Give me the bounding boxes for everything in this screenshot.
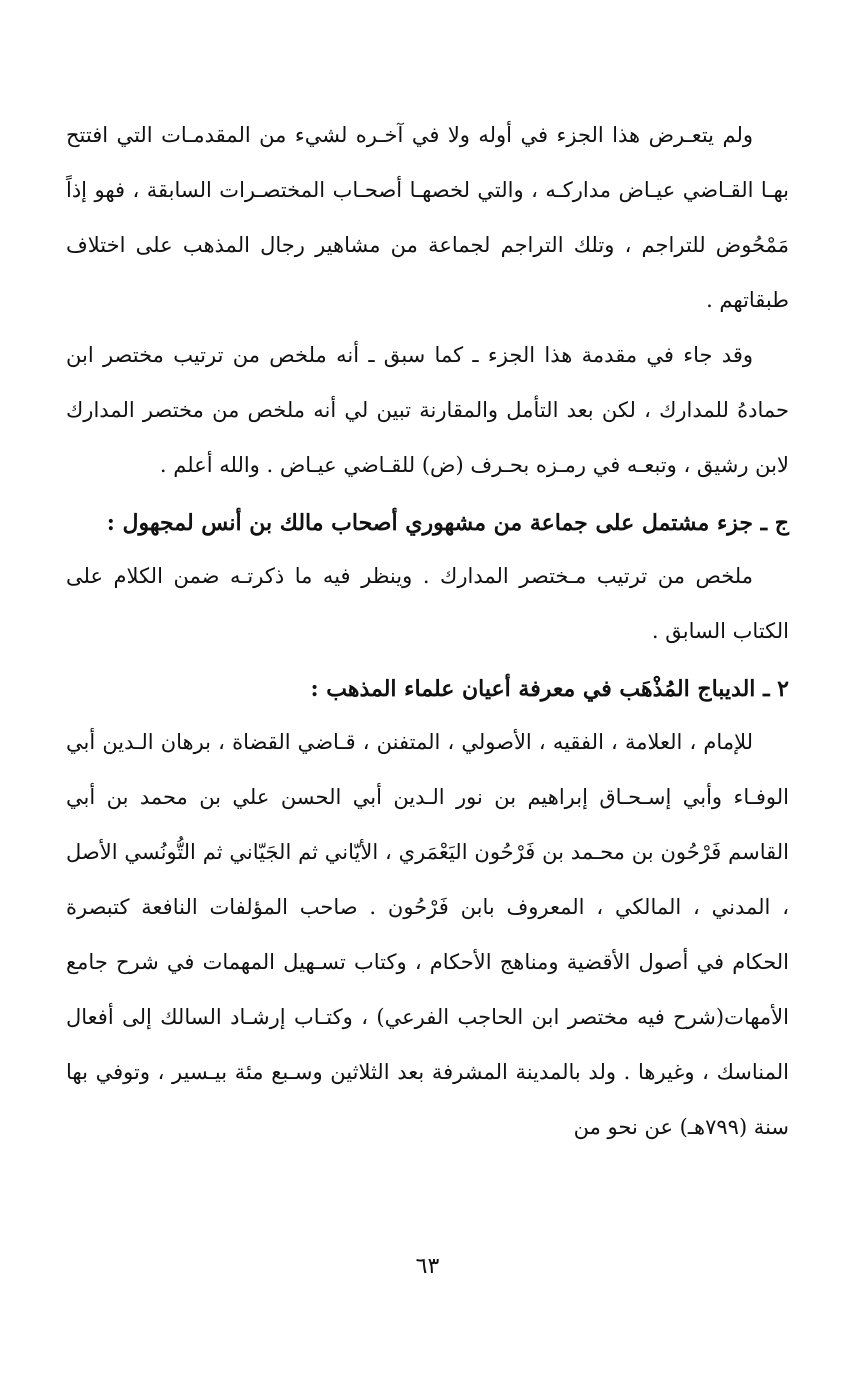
section-heading-dibaj: ٢ ـ الديباج المُذْهَب في معرفة أعيان علماء المذهب : (310, 676, 789, 702)
paragraph-intro: ولم يتعـرض هذا الجزء في أوله ولا في آخـره لشيء من المقدمـات التي افتتح بهـا القـاضي عيـاض مداركـه ، والتي لخصهـا أصحـاب المختصـرات السابقة ، فهو إذاً مَمْحُوض للتراجم ، وتلك التراجم لجماعة من مشاهير رجال المذهب على اختلاف طبقاتهم . (66, 123, 789, 312)
paragraph-summary: ملخص من ترتيب مـختصر المدارك . وينظر فيه ما ذكرتـه ضمن الكلام على الكتاب السابق . (66, 564, 789, 643)
page-number: ٦٣ (415, 1254, 440, 1279)
section-heading-jeem: ج ـ جزء مشتمل على جماعة من مشهوري أصحاب مالك بن أنس لمجهول : (106, 510, 789, 536)
page-body (66, 108, 789, 1155)
paragraph-author-bio: للإمام ، العلامة ، الفقيه ، الأصولي ، المتفنن ، قـاضي القضاة ، برهان الـدين أبي الوفـاء وأبي إسـحـاق إبراهيم بن نور الـدين أبي الحسن علي بن محمد بن أبي القاسم فَرْحُون بن محـمد بن فَرْحُون اليَعْمَري ، الأيّاني ثم الجَيّاني ثم التُّونُسي الأصل ، المدني ، المالكي ، المعروف بابن فَرْحُون . صاحب المؤلفات النافعة كتبصرة الحكام في أصول الأقضية ومناهج الأحكام ، وكتاب تسـهيل المهمات في شرح جامع الأمهات(شرح فيه مختصر ابن الحاجب الفرعي) ، وكتـاب إرشـاد السالك إلى أفعال المناسك ، وغيرها . ولد بالمدينة المشرفة بعد الثلاثين وسـبع مئة بيـسير ، وتوفي بها سنة (٧٩٩هـ) عن نحو من (66, 730, 789, 1139)
paragraph-source-note: وقد جاء في مقدمة هذا الجزء ـ كما سبق ـ أنه ملخص من ترتيب مختصر ابن حمادهُ للمدارك ، لكن بعد التأمل والمقارنة تبين لي أنه ملخص من مختصر المدارك لابن رشيق ، وتبعـه في رمـزه بحـرف (ض) للقـاضي عيـاض . والله أعلم . (66, 343, 789, 477)
